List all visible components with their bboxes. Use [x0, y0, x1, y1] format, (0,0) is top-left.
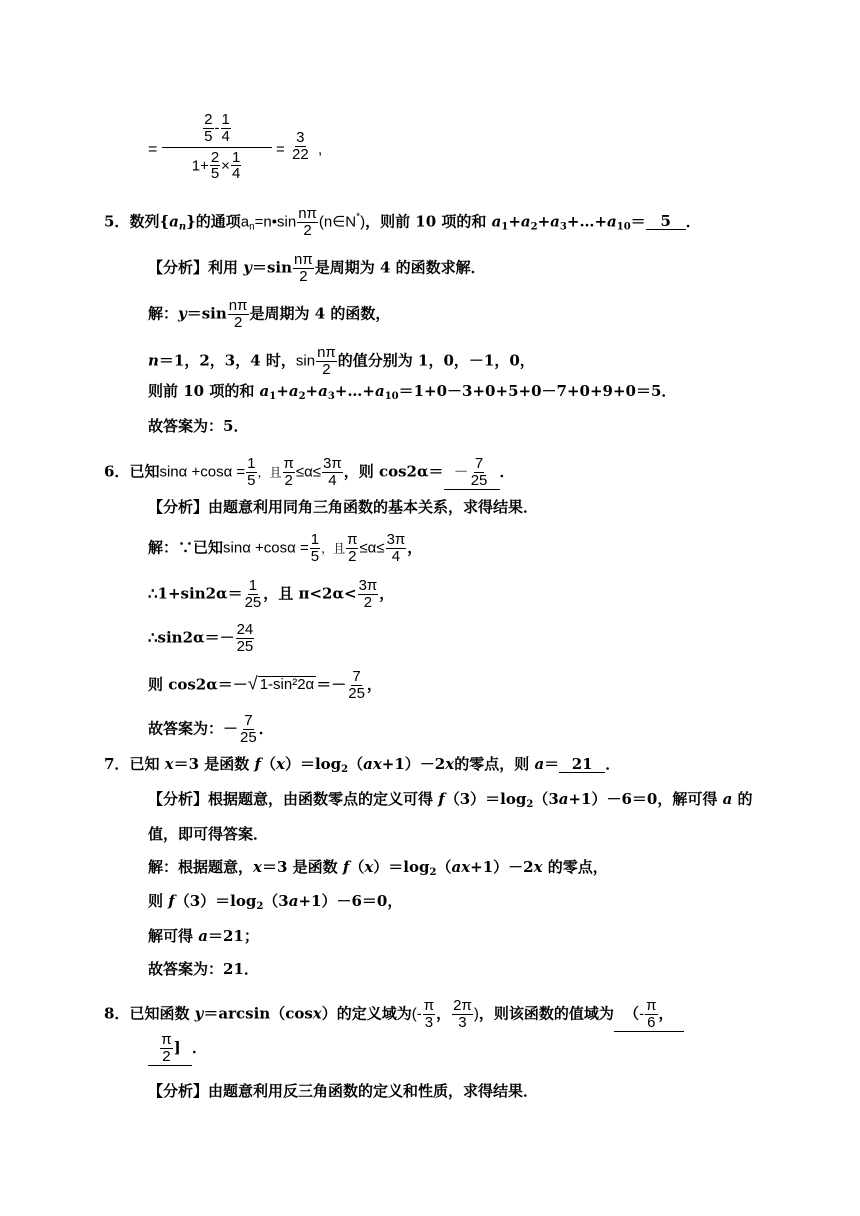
q8-answer-cont: $\frac{\pi}{2}$ ] ．	[148, 1032, 207, 1066]
q7-final-answer: 故答案为：21．	[148, 960, 259, 978]
q7-solution-3: 解可得 a＝21；	[148, 927, 259, 945]
eq-sign-2: =	[276, 141, 285, 158]
q6-solution-1: 解：∵已知sinα +cosα = $\frac{1}{5}$ ，且 $\frac{\pi}{2}$ ≤α≤ $\frac{3\pi}{4}$ ，	[148, 531, 423, 565]
answer-blank: － $\frac{7}{25}$	[444, 456, 500, 490]
q7-solution-1: 解：根据题意，x＝3 是函数 $f(x)=\log_2(ax+1)-2x$ 的零点，	[148, 858, 608, 878]
big-fraction-denominator: 1+ $\frac{2}{5}$ × $\frac{1}{4}$	[191, 148, 241, 183]
answer-blank-part2: $\frac{\pi}{2}$ ]	[148, 1032, 192, 1066]
question-8: 8．已知函数 y＝arcsin（cosx）的定义域为(- $\frac{\pi}{3}$ ， $\frac{2\pi}{3}$ )，则该函数的值域为 （- $\frac{\pi}{6}$ ，	[104, 998, 684, 1032]
q7-analysis: 【分析】根据题意，由函数零点的定义可得 $f(3)=\log_2(3a+1)-6=0$，解可得 a 的	[148, 790, 753, 810]
q5-solution-1: 解：y＝sin $\frac{n\pi}{2}$ 是周期为 4 的函数，	[148, 297, 391, 331]
q5-solution-2: n＝1，2，3，4 时，sin $\frac{n\pi}{2}$ 的值分别为 1，0，－1，0，	[148, 344, 535, 378]
comma: ,	[318, 141, 323, 158]
q6-analysis: 【分析】由题意利用同角三角函数的基本关系，求得结果．	[148, 498, 539, 516]
question-7: 7．已知 x＝3 是函数 $f(x)=\log_2(ax+1)-2x$的零点，则 a＝ 21 ．	[104, 755, 621, 775]
question-6: 6．已知sinα +cosα = $\frac{1}{5}$ ，且 $\frac{\pi}{2}$ ≤α≤ $\frac{3\pi}{4}$ ，则 cos2α＝ － $\frac{7}{25}$ ．	[104, 455, 515, 489]
q6-solution-2: ∴1+sin2α＝ $\frac{1}{25}$ ，且 π<2α< $\frac{3\pi}{2}$ ，	[148, 577, 395, 611]
big-fraction	[162, 112, 272, 182]
q7-analysis-cont: 值，即可得答案．	[148, 825, 269, 843]
answer-blank-part1: （- $\frac{\pi}{6}$ ，	[614, 998, 684, 1032]
question-5: 5．数列$\{a_n\}$的通项$a_n=n•\sin$ $\frac{n\pi}{2}$ (n∈N*)，则前 10 项的和 $a_1+a_2+a_3+\dots+a_{10}= 5$ ．	[104, 205, 701, 239]
q5-final-answer: 故答案为：5．	[148, 417, 249, 435]
q5-analysis: 【分析】利用 y＝sin $\frac{n\pi}{2}$ 是周期为 4 的函数求解．	[148, 251, 486, 285]
q6-solution-4: 则 cos2α＝－√ 1-sin²2α ＝－ $\frac{7}{25}$ ，	[148, 668, 382, 702]
answer-blank: 5	[646, 214, 686, 230]
q6-solution-3: ∴sin2α＝－ $\frac{24}{25}$	[148, 621, 254, 655]
q6-final-answer: 故答案为：－ $\frac{7}{25}$ ．	[148, 712, 274, 746]
q5-solution-3: 则前 10 项的和 $a_1+a_2+a_3+\dots+a_{10}=1+0-3+0+5+0-7+0+9+0=5$．	[148, 382, 677, 402]
result-fraction: $\frac{3}{22}$	[292, 129, 309, 163]
eq-sign: =	[148, 141, 158, 158]
answer-blank: 21	[559, 757, 605, 773]
q8-analysis: 【分析】由题意利用反三角函数的定义和性质，求得结果．	[148, 1082, 539, 1100]
big-fraction-numerator: $\frac{2}{5}$ - $\frac{1}{4}$	[162, 112, 272, 148]
q7-solution-2: 则 $f(3)=\log_2(3a+1)-6=0$，	[148, 892, 403, 912]
